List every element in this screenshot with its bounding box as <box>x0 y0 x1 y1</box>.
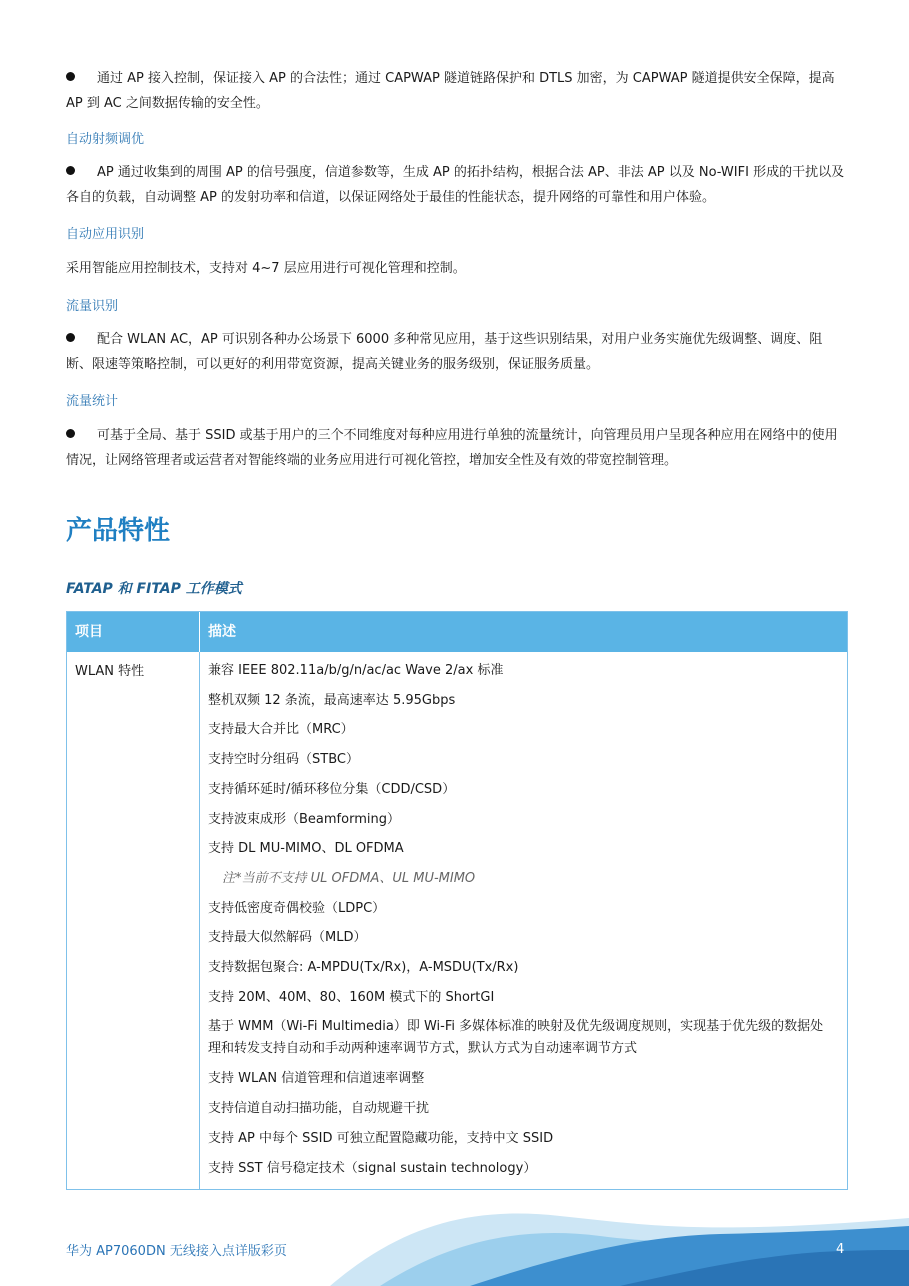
spec-table <box>66 611 848 1190</box>
flow-id-text: 配合 WLAN AC，AP 可识别各种办公场景下 6000 多种常见应用，基于这些识别结果，对用户业务实施优先级调整、调度、阻断、限速等策略控制，可以更好的利用带宽资源，提高关键业务的服务级别，保证服务质量。 <box>66 332 823 372</box>
feature-line: 支持波束成形（Beamforming） <box>208 811 400 827</box>
app-heading: 自动应用识别 <box>66 227 145 242</box>
table-caption: FATAP 和 FITAP 工作模式 <box>66 581 242 597</box>
footer-title: 华为 AP7060DN 无线接入点详版彩页 <box>66 1244 287 1259</box>
feature-line: 兼容 IEEE 802.11a/b/g/n/ac/ac Wave 2/ax 标准 <box>208 663 504 678</box>
header-item: 项目 <box>67 612 200 652</box>
feature-line: 支持 20M、40M、80、160M 模式下的 ShortGI <box>208 989 495 1005</box>
feature-line: 支持最大合并比（MRC） <box>208 722 354 738</box>
bullet-icon <box>66 166 75 175</box>
feature-line: 支持最大似然解码（MLD） <box>208 930 367 946</box>
flow-stat-heading: 流量统计 <box>66 394 119 409</box>
feature-line: 支持 SST 信号稳定技术（signal sustain technology） <box>208 1160 537 1176</box>
feature-line: 基于 WMM（Wi-Fi Multimedia）即 Wi-Fi 多媒体标准的映射及优先级调度规则，实现基于优先级的数据处理和转发支持自动和手动两种速率调节方式，默认方式为自动速率调节方式 <box>208 1019 824 1057</box>
capwap-paragraph <box>66 66 846 116</box>
feature-line: 整机双频 12 条流，最高速率达 5.95Gbps <box>208 692 456 708</box>
rf-paragraph <box>66 160 846 210</box>
feature-line: 支持低密度奇偶校验（LDPC） <box>208 900 386 916</box>
feature-line: 支持空时分组码（STBC） <box>208 752 359 768</box>
feature-line: 支持 DL MU-MIMO、DL OFDMA <box>208 841 404 857</box>
flow-id-heading: 流量识别 <box>66 299 119 314</box>
bullet-icon <box>66 429 75 438</box>
row-item: WLAN 特性 <box>67 652 200 1189</box>
flow-stat-paragraph <box>66 423 846 473</box>
flow-stat-text: 可基于全局、基于 SSID 或基于用户的三个不同维度对每种应用进行单独的流量统计，向管理员用户呈现各种应用在网络中的使用情况，让网络管理者或运营者对智能终端的业务应用进行可视化管控，增加安全性及有效的带宽控制管理。 <box>66 428 838 468</box>
header-desc: 描述 <box>208 624 236 640</box>
feature-line: 支持 AP 中每个 SSID 可独立配置隐藏功能，支持中文 SSID <box>208 1130 554 1146</box>
feature-note: 注*当前不支持 UL OFDMA、UL MU-MIMO <box>222 870 476 886</box>
feature-line: 支持 WLAN 信道管理和信道速率调整 <box>208 1071 425 1087</box>
rf-text: AP 通过收集到的周围 AP 的信号强度，信道参数等，生成 AP 的拓扑结构，根据合法 AP、非法 AP 以及 No-WIFI 形成的干扰以及各自的负载，自动调整 AP 的发射功率和信道，以保证网络处于最佳的性能状态，提升网络的可靠性和用户体验。 <box>66 165 845 205</box>
table-row <box>67 652 847 1189</box>
app-paragraph: 采用智能应用控制技术，支持对 4~7 层应用进行可视化管理和控制。 <box>66 261 466 276</box>
section-title: 产品特性 <box>66 516 171 546</box>
feature-line: 支持循环延时/循环移位分集（CDD/CSD） <box>208 781 456 797</box>
flow-id-paragraph <box>66 327 846 377</box>
feature-line: 支持信道自动扫描功能，自动规避干扰 <box>208 1101 430 1117</box>
page-number: 4 <box>836 1242 845 1257</box>
table-header-row <box>67 612 847 652</box>
bullet-icon <box>66 333 75 342</box>
feature-line: 支持数据包聚合: A-MPDU(Tx/Rx)，A-MSDU(Tx/Rx) <box>208 960 519 976</box>
row-desc <box>200 652 847 1189</box>
capwap-text: 通过 AP 接入控制，保证接入 AP 的合法性；通过 CAPWAP 隧道链路保护和 DTLS 加密，为 CAPWAP 隧道提供安全保障，提高 AP 到 AC 之间数据传输的安全性。 <box>66 71 835 111</box>
bullet-icon <box>66 72 75 81</box>
rf-heading: 自动射频调优 <box>66 132 145 147</box>
